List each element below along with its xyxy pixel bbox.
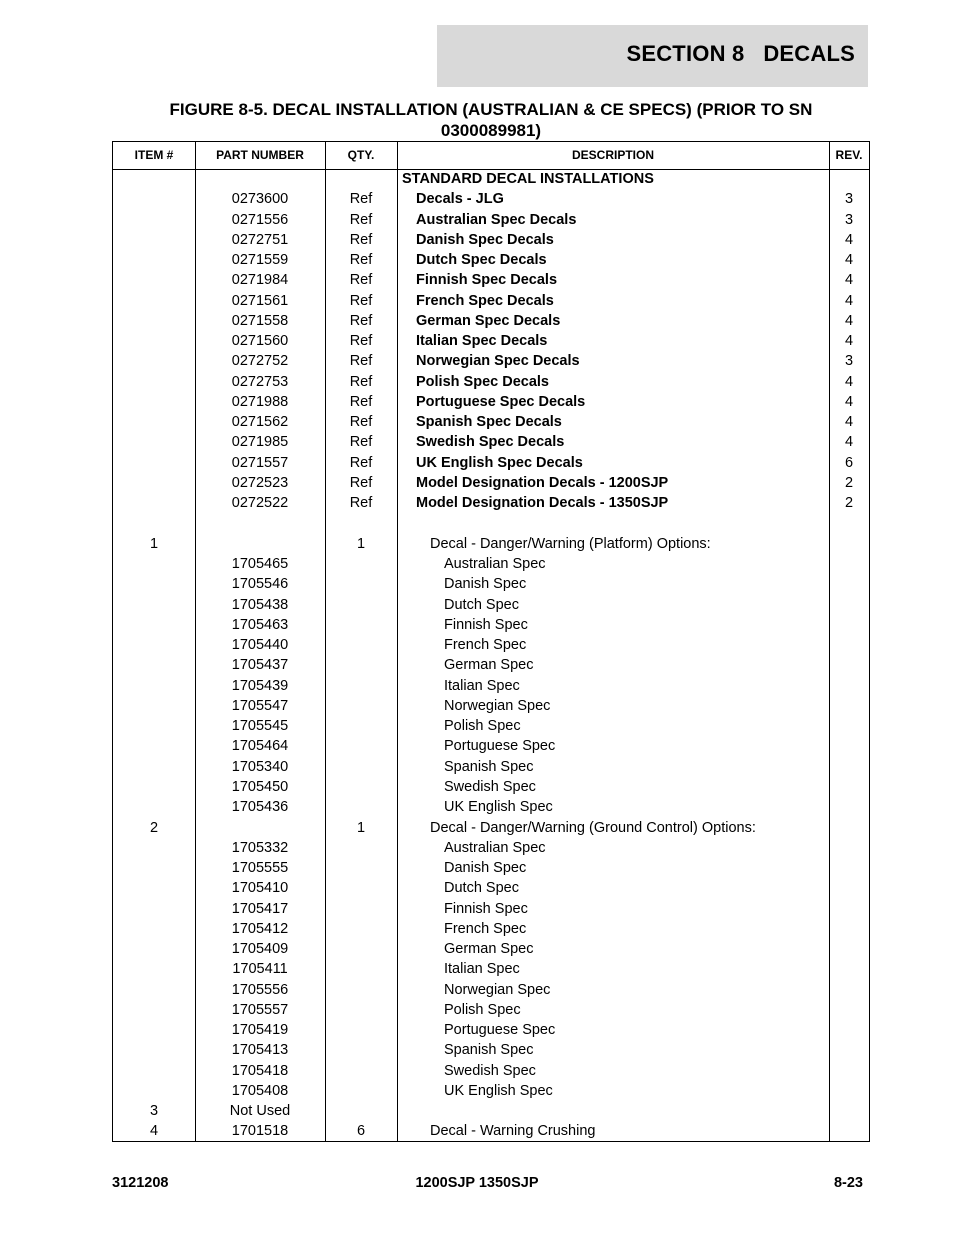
cell-part-number: 0271558 [231, 312, 289, 329]
header-description: DESCRIPTION [571, 148, 654, 162]
footer-page-number: 8-23 [833, 1175, 863, 1191]
cell-part-number: 1705545 [231, 718, 289, 735]
cell-description: Finnish Spec Decals [416, 272, 558, 289]
table-row [113, 676, 869, 696]
cell-part-number: 1705332 [231, 839, 289, 856]
cell-qty: Ref [349, 211, 373, 228]
table-row [113, 189, 869, 209]
cell-rev: 4 [844, 272, 854, 289]
table-row [113, 959, 869, 979]
cell-description: Australian Spec Decals [416, 211, 577, 228]
cell-qty: Ref [349, 272, 373, 289]
cell-rev: 4 [844, 373, 854, 390]
cell-description: Danish Spec [444, 576, 527, 593]
cell-qty: Ref [349, 474, 373, 491]
cell-description: German Spec [444, 941, 534, 958]
cell-description: Italian Spec [444, 677, 520, 694]
cell-description: Decal - Warning Crushing [430, 1123, 596, 1140]
cell-part-number: 0271988 [231, 393, 289, 410]
header-part-number: PART NUMBER [216, 148, 304, 162]
cell-description: Dutch Spec [444, 596, 519, 613]
cell-description: Swedish Spec [444, 778, 536, 795]
table-row [113, 1081, 869, 1101]
cell-description: Dutch Spec [444, 880, 519, 897]
cell-part-number: 1701518 [231, 1123, 289, 1140]
cell-part-number: 0272751 [231, 231, 289, 248]
table-row [113, 838, 869, 858]
table-row [113, 878, 869, 898]
table-row [113, 635, 869, 655]
cell-part-number: 0271984 [231, 272, 289, 289]
cell-rev: 3 [844, 191, 854, 208]
cell-part-number: 1705439 [231, 677, 289, 694]
cell-description: Finnish Spec [444, 616, 528, 633]
cell-qty: Ref [349, 454, 373, 471]
cell-description: STANDARD DECAL INSTALLATIONS [402, 171, 654, 187]
table-row [113, 655, 869, 675]
cell-part-number: 0271557 [231, 454, 289, 471]
cell-part-number: 1705436 [231, 799, 289, 816]
cell-qty: Ref [349, 495, 373, 512]
cell-part-number: 1705409 [231, 941, 289, 958]
cell-qty: 6 [356, 1123, 366, 1140]
table-row [113, 432, 869, 452]
cell-qty: Ref [349, 292, 373, 309]
cell-part-number: 0271562 [231, 414, 289, 431]
cell-description: Dutch Spec Decals [416, 252, 547, 269]
cell-rev: 3 [844, 211, 854, 228]
cell-description: Model Designation Decals - 1350SJP [416, 495, 669, 512]
table-row [113, 1061, 869, 1081]
cell-part-number: 0273600 [231, 191, 289, 208]
cell-description: Polish Spec Decals [416, 373, 549, 390]
cell-qty: Ref [349, 252, 373, 269]
cell-rev: 2 [844, 495, 854, 512]
table-row [113, 777, 869, 797]
cell-rev: 4 [844, 393, 854, 410]
cell-part-number: 1705464 [231, 738, 289, 755]
cell-qty: Ref [349, 231, 373, 248]
cell-description: Spanish Spec Decals [416, 414, 562, 431]
cell-part-number: 0272522 [231, 495, 289, 512]
cell-item-number: 3 [149, 1103, 159, 1120]
table-row [113, 939, 869, 959]
table-row [113, 534, 869, 554]
figure-title-line-2: 0300089981) [440, 121, 542, 140]
cell-description: Polish Spec [444, 718, 521, 735]
cell-description: Polish Spec [444, 1001, 521, 1018]
figure-title-line-1: FIGURE 8-5. DECAL INSTALLATION (AUSTRALIAN & CE SPECS) (PRIOR TO SN [169, 100, 813, 119]
cell-rev: 4 [844, 252, 854, 269]
cell-description: Spanish Spec [444, 1042, 534, 1059]
table-row [113, 1040, 869, 1060]
cell-qty: Ref [349, 191, 373, 208]
cell-part-number: 1705557 [231, 1001, 289, 1018]
table-row [113, 311, 869, 331]
footer-doc-number: 3121208 [112, 1175, 169, 1191]
cell-item-number: 1 [149, 535, 159, 552]
cell-description: UK English Spec [444, 1082, 553, 1099]
cell-description: Decal - Danger/Warning (Ground Control) Options: [430, 819, 756, 836]
cell-item-number: 4 [149, 1123, 159, 1140]
cell-rev: 3 [844, 353, 854, 370]
table-row [113, 554, 869, 574]
table-row [113, 797, 869, 817]
table-row [113, 595, 869, 615]
table-row [113, 980, 869, 1000]
cell-description: Swedish Spec [444, 1062, 536, 1079]
table-row [113, 1101, 869, 1121]
cell-description: Norwegian Spec Decals [416, 353, 580, 370]
table-row [113, 210, 869, 230]
table-row [113, 1000, 869, 1020]
table-row [113, 169, 869, 189]
cell-description: Portuguese Spec [444, 738, 556, 755]
cell-part-number: 0272752 [231, 353, 289, 370]
cell-rev: 2 [844, 474, 854, 491]
table-row [113, 331, 869, 351]
cell-description: German Spec Decals [416, 312, 561, 329]
cell-description: Model Designation Decals - 1200SJP [416, 474, 669, 491]
table-row [113, 757, 869, 777]
table-row [113, 291, 869, 311]
cell-rev: 4 [844, 231, 854, 248]
cell-part-number: 1705413 [231, 1042, 289, 1059]
cell-qty: 1 [356, 819, 366, 836]
cell-part-number: 1705547 [231, 697, 289, 714]
cell-part-number: 1705440 [231, 637, 289, 654]
cell-qty: Ref [349, 414, 373, 431]
cell-part-number: 0271985 [231, 434, 289, 451]
cell-part-number: 1705556 [231, 981, 289, 998]
cell-rev: 4 [844, 414, 854, 431]
cell-qty: Ref [349, 333, 373, 350]
cell-rev: 6 [844, 454, 854, 471]
cell-description: Portuguese Spec Decals [416, 393, 586, 410]
cell-description: Finnish Spec [444, 900, 528, 917]
cell-description: Swedish Spec Decals [416, 434, 565, 451]
table-row [113, 250, 869, 270]
cell-description: UK English Spec Decals [416, 454, 583, 471]
cell-rev: 4 [844, 312, 854, 329]
table-row [113, 899, 869, 919]
cell-part-number: 0271556 [231, 211, 289, 228]
cell-qty: 1 [356, 535, 366, 552]
parts-table [112, 141, 870, 1142]
table-row [113, 615, 869, 635]
cell-part-number: 1705463 [231, 616, 289, 633]
cell-description: Danish Spec Decals [416, 231, 554, 248]
table-row [113, 858, 869, 878]
cell-part-number: 1705417 [231, 900, 289, 917]
cell-description: French Spec [444, 637, 527, 654]
table-row [113, 716, 869, 736]
cell-part-number: 1705411 [232, 961, 288, 978]
cell-rev: 4 [844, 333, 854, 350]
cell-description: Australian Spec [444, 839, 546, 856]
cell-description: Portuguese Spec [444, 1022, 556, 1039]
table-row [113, 412, 869, 432]
cell-part-number: 0271560 [231, 333, 289, 350]
cell-description: Italian Spec Decals [416, 333, 548, 350]
cell-description: Norwegian Spec [444, 697, 551, 714]
cell-description: Australian Spec [444, 556, 546, 573]
cell-part-number: 1705418 [231, 1062, 289, 1079]
table-row [113, 919, 869, 939]
cell-part-number: 1705465 [231, 556, 289, 573]
cell-description: German Spec [444, 657, 534, 674]
table-row [113, 696, 869, 716]
table-row [113, 574, 869, 594]
cell-description: French Spec Decals [416, 292, 554, 309]
table-row [113, 514, 869, 534]
cell-part-number: 1705410 [231, 880, 289, 897]
table-row [113, 230, 869, 250]
cell-part-number: 1705546 [231, 576, 289, 593]
cell-rev: 4 [844, 292, 854, 309]
cell-description: Danish Spec [444, 860, 527, 877]
cell-qty: Ref [349, 353, 373, 370]
table-row [113, 270, 869, 290]
cell-part-number: 1705412 [231, 920, 289, 937]
cell-qty: Ref [349, 373, 373, 390]
cell-item-number: 2 [149, 819, 159, 836]
table-row [113, 351, 869, 371]
table-row [113, 818, 869, 838]
header-item: ITEM # [134, 148, 174, 162]
table-row [113, 1121, 869, 1141]
cell-qty: Ref [349, 434, 373, 451]
table-row [113, 473, 869, 493]
cell-description: Norwegian Spec [444, 981, 551, 998]
cell-part-number: 1705340 [231, 758, 289, 775]
cell-part-number: 0271559 [231, 252, 289, 269]
cell-rev: 4 [844, 434, 854, 451]
table-row [113, 392, 869, 412]
cell-part-number: 0272523 [231, 474, 289, 491]
cell-description: UK English Spec [444, 799, 553, 816]
header-qty: QTY. [347, 148, 375, 162]
cell-part-number: 1705450 [231, 778, 289, 795]
figure-title [112, 99, 870, 141]
cell-description: Italian Spec [444, 961, 520, 978]
table-body [113, 169, 869, 1142]
cell-part-number: 1705408 [231, 1082, 289, 1099]
cell-qty: Ref [349, 393, 373, 410]
cell-part-number: 0272753 [231, 373, 289, 390]
header-rev: REV. [835, 148, 863, 162]
table-row [113, 453, 869, 473]
section-banner [437, 25, 868, 87]
cell-part-number: Not Used [229, 1103, 291, 1120]
cell-part-number: 1705438 [231, 596, 289, 613]
table-row [113, 1020, 869, 1040]
cell-part-number: 1705419 [231, 1022, 289, 1039]
cell-description: Spanish Spec [444, 758, 534, 775]
cell-description: Decal - Danger/Warning (Platform) Options: [430, 535, 711, 552]
cell-part-number: 1705555 [231, 860, 289, 877]
cell-qty: Ref [349, 312, 373, 329]
table-row [113, 736, 869, 756]
section-title: SECTION 8 DECALS [626, 41, 855, 66]
cell-description: French Spec [444, 920, 527, 937]
cell-description: Decals - JLG [416, 191, 504, 208]
cell-part-number: 0271561 [231, 292, 289, 309]
footer-models: 1200SJP 1350SJP [415, 1175, 539, 1191]
cell-part-number: 1705437 [231, 657, 289, 674]
table-row [113, 493, 869, 513]
table-row [113, 372, 869, 392]
